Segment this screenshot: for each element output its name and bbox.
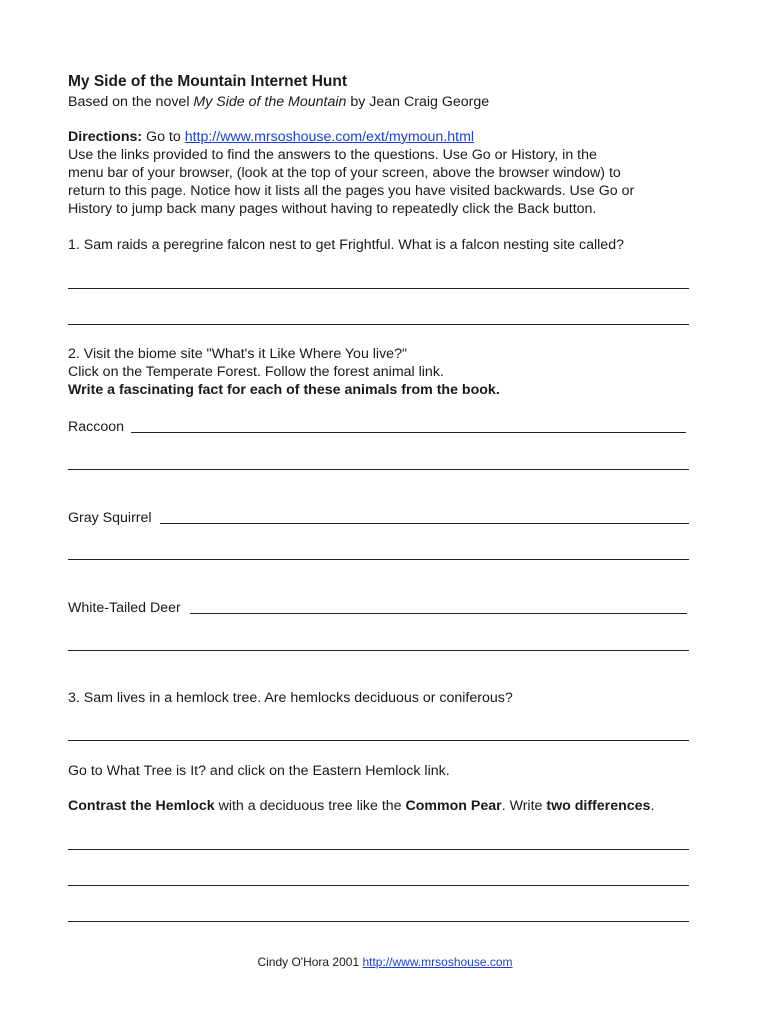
answer-line[interactable] <box>68 921 689 922</box>
question-1: 1. Sam raids a peregrine falcon nest to get Frightful. What is a falcon nesting site called? <box>68 237 624 253</box>
directions-label: Directions: <box>68 129 143 145</box>
animal-label-white-tailed-deer: White-Tailed Deer <box>68 600 181 616</box>
answer-line[interactable] <box>68 324 689 325</box>
directions-link[interactable]: http://www.mrsoshouse.com/ext/mymoun.html <box>184 129 475 145</box>
directions-text-1: Use the links provided to find the answers to the questions. Use Go or History, in the <box>68 147 597 163</box>
answer-line[interactable] <box>68 849 689 850</box>
answer-line[interactable] <box>68 559 689 560</box>
footer-link[interactable]: http://www.mrsoshouse.com <box>362 955 513 969</box>
answer-line-white-tailed-deer[interactable] <box>190 613 687 614</box>
footer-author: Cindy O'Hora 2001 <box>257 955 363 969</box>
question-2-line-1: 2. Visit the biome site "What's it Like Where You live?" <box>68 346 407 362</box>
directions-text-3: return to this page. Notice how it lists all the pages you have visited backwards. Use Go or <box>68 183 635 199</box>
contrast-text: with a deciduous tree like the <box>214 798 406 814</box>
directions-text-4: History to jump back many pages without having to repeatedly click the Back button. <box>68 201 597 217</box>
directions-text-2: menu bar of your browser, (look at the top of your screen, above the browser window) to <box>68 165 621 181</box>
based-on-prefix: Based on the novel <box>68 94 194 110</box>
footer <box>0 954 770 970</box>
author-suffix: by Jean Craig George <box>346 94 490 110</box>
contrast-period: . <box>650 798 655 814</box>
contrast-common-pear: Common Pear <box>405 798 502 814</box>
contrast-hemlock: Contrast the Hemlock <box>68 798 215 814</box>
answer-line[interactable] <box>68 288 689 289</box>
answer-line[interactable] <box>68 740 689 741</box>
animal-label-gray-squirrel: Gray Squirrel <box>68 510 152 526</box>
go-to-text: Go to <box>142 129 185 145</box>
answer-line[interactable] <box>68 650 689 651</box>
question-3: 3. Sam lives in a hemlock tree. Are hemlocks deciduous or coniferous? <box>68 690 513 706</box>
novel-credit <box>68 93 489 111</box>
directions-line <box>68 128 474 146</box>
question-3-goto: Go to What Tree is It? and click on the Eastern Hemlock link. <box>68 763 450 779</box>
answer-line[interactable] <box>68 469 689 470</box>
answer-line[interactable] <box>68 885 689 886</box>
contrast-text-2: . Write <box>501 798 547 814</box>
question-3-contrast <box>68 797 654 815</box>
worksheet-title: My Side of the Mountain Internet Hunt <box>68 73 347 90</box>
answer-line-gray-squirrel[interactable] <box>160 523 689 524</box>
answer-line-raccoon[interactable] <box>131 432 686 433</box>
question-2-line-2: Click on the Temperate Forest. Follow the forest animal link. <box>68 364 444 380</box>
animal-label-raccoon: Raccoon <box>68 419 124 435</box>
contrast-two-differences: two differences <box>546 798 651 814</box>
question-2-instruction: Write a fascinating fact for each of these animals from the book. <box>68 382 500 398</box>
novel-title: My Side of the Mountain <box>193 94 347 110</box>
